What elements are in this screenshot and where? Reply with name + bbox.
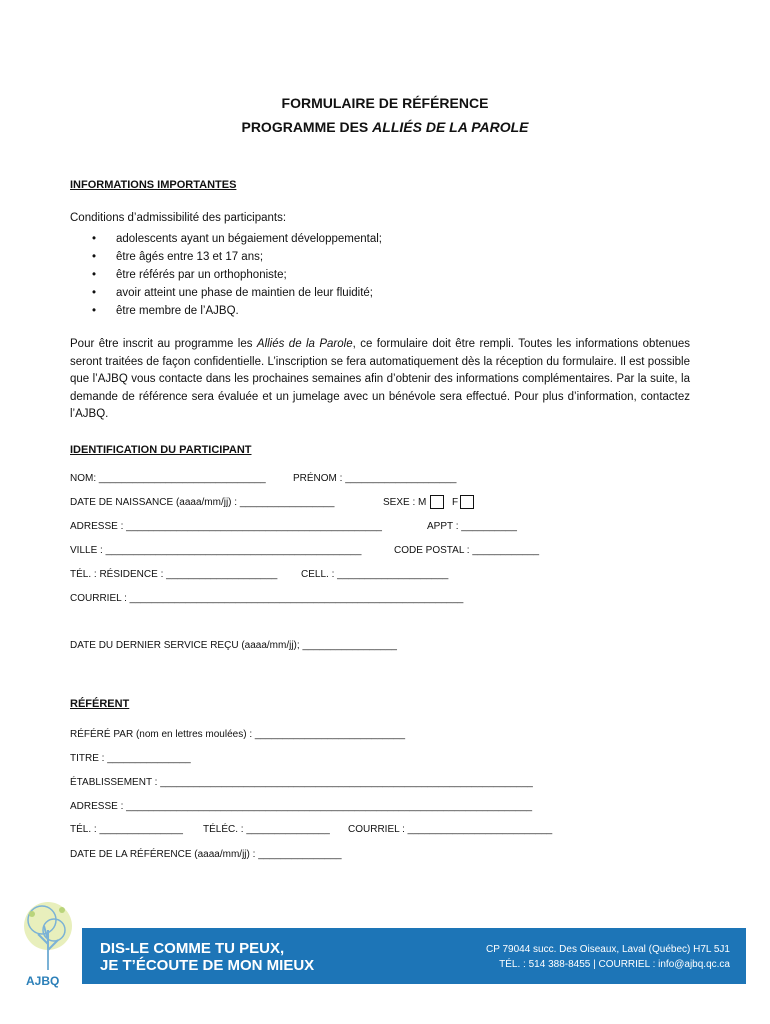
referent-telec-field[interactable]: TÉLÉC. : _______________ xyxy=(203,824,330,835)
tel-residence-field[interactable]: TÉL. : RÉSIDENCE : ____________________ xyxy=(70,569,278,580)
adresse-field[interactable]: ADRESSE : ______________________________________________ xyxy=(70,521,382,532)
condition-item: • avoir atteint une phase de maintien de leur fluidité; xyxy=(70,284,382,302)
slogan-line-2: JE T’ÉCOUTE DE MON MIEUX xyxy=(100,957,315,974)
titre-field[interactable]: TITRE : _______________ xyxy=(70,753,191,764)
refere-par-field[interactable]: RÉFÉRÉ PAR (nom en lettres moulées) : ___________________________ xyxy=(70,729,406,740)
address-line-1: CP 79044 succ. Des Oiseaux, Laval (Québec) H7L 5J1 xyxy=(485,944,730,955)
referent-heading: RÉFÉRENT xyxy=(70,698,130,710)
conditions-list xyxy=(70,230,382,320)
sexe-f-checkbox[interactable] xyxy=(460,495,474,509)
paragraph-rest: , ce formulaire doit être rempli. Toutes les informations obtenues seront traitées de façon confidentielle. L’inscription se fera automatiquement dès la réception du formulaire. Il est possible que l’AJBQ vous contacte dans les prochaines semaines afin d’obtenir des informations complémentaires. Par la suite, la demande de référence sera évaluée et un jumelage avec un bénévole sera effectué. Pour plus d’information, contactez l’AJBQ. xyxy=(70,338,690,420)
form-title: FORMULAIRE DE RÉFÉRENCE xyxy=(281,95,489,111)
code-postal-field[interactable]: CODE POSTAL : ____________ xyxy=(394,545,540,556)
program-title-italic: ALLIÉS DE LA PAROLE xyxy=(372,119,529,135)
info-paragraph xyxy=(70,336,690,424)
paragraph-italic: Alliés de la Parole xyxy=(256,338,353,350)
footer-address xyxy=(486,942,730,972)
referent-courriel-field[interactable]: COURRIEL : __________________________ xyxy=(348,824,553,835)
paragraph-prefix: Pour être inscrit au programme les xyxy=(70,338,257,350)
footer-banner xyxy=(82,928,746,984)
condition-item: • être référés par un orthophoniste; xyxy=(70,266,382,284)
condition-item: • être membre de l’AJBQ. xyxy=(70,302,382,320)
conditions-intro: Conditions d’admissibilité des participants: xyxy=(70,212,287,224)
ville-field[interactable]: VILLE : ______________________________________________ xyxy=(70,545,362,556)
condition-item: • adolescents ayant un bégaiement développemental; xyxy=(70,230,382,248)
address-line-2: TÉL. : 514 388-8455 | COURRIEL : info@ajbq.qc.ca xyxy=(499,959,730,970)
prenom-field[interactable]: PRÉNOM : ____________________ xyxy=(293,473,457,484)
sexe-label: SEXE : M xyxy=(383,497,427,508)
footer-slogan xyxy=(100,940,314,974)
slogan-line-1: DIS-LE COMME TU PEUX, xyxy=(100,940,285,957)
referent-adresse-field[interactable]: ADRESSE : _________________________________________________________________________ xyxy=(70,801,533,812)
participant-heading: IDENTIFICATION DU PARTICIPANT xyxy=(70,444,252,456)
referent-tel-field[interactable]: TÉL. : _______________ xyxy=(70,824,183,835)
sexe-m-checkbox[interactable] xyxy=(430,495,444,509)
condition-item: • être âgés entre 13 et 17 ans; xyxy=(70,248,382,266)
program-title xyxy=(0,119,770,135)
dernier-service-field[interactable]: DATE DU DERNIER SERVICE REÇU (aaaa/mm/jj); _________________ xyxy=(70,640,397,651)
nom-field[interactable]: NOM: ______________________________ xyxy=(70,473,266,484)
important-info-heading: INFORMATIONS IMPORTANTES xyxy=(70,179,237,191)
courriel-field[interactable]: COURRIEL : ____________________________________________________________ xyxy=(70,593,464,604)
etablissement-field[interactable]: ÉTABLISSEMENT : ___________________________________________________________________ xyxy=(70,777,533,788)
appt-field[interactable]: APPT : __________ xyxy=(427,521,517,532)
sexe-f-label: F xyxy=(452,497,459,508)
logo-text: AJBQ xyxy=(26,974,60,988)
cell-field[interactable]: CELL. : ____________________ xyxy=(301,569,449,580)
date-reference-field[interactable]: DATE DE LA RÉFÉRENCE (aaaa/mm/jj) : _______________ xyxy=(70,849,342,860)
program-title-prefix: PROGRAMME DES xyxy=(241,119,373,135)
naissance-field[interactable]: DATE DE NAISSANCE (aaaa/mm/jj) : _________________ xyxy=(70,497,335,508)
